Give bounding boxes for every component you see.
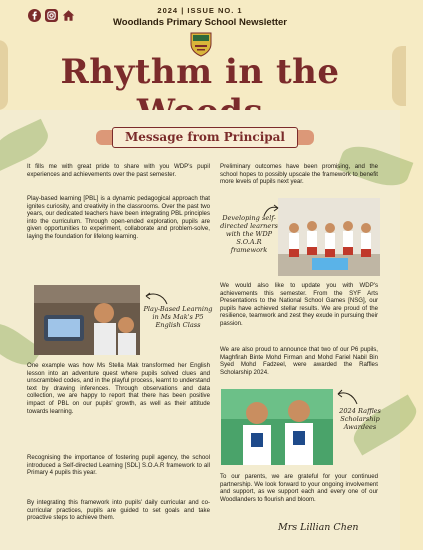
section-title: Message from Principal <box>112 127 298 148</box>
left-paragraph-4: Recognising the importance of fostering pupil agency, the school introduced a Self-directed Learning [SDL] S.O.A.R framework to all Primary 4 pupils this year. <box>27 454 210 477</box>
right-paragraph-4: To our parents, we are grateful for your continued partnership. We look forward to your ongoing involvement and support, as we support each and every one of our Woodlanders to flourish and bloom. <box>220 473 378 503</box>
right-paragraph-3: We are also proud to announce that two of our P6 pupils, Maghfirah Binte Mohd Firman and Mohd Fariel Nabil Bin Syed Mohd Fadzeel, were awarded the Raffles Scholarship 2024. <box>220 346 378 376</box>
principal-signature: Mrs Lillian Chen <box>278 522 359 533</box>
scholarship-awardees-photo <box>221 389 333 465</box>
left-paragraph-1: It fills me with great pride to share with you WDP's pupil experiences and achievements over the past semester. <box>27 163 210 178</box>
soar-group-photo <box>278 198 380 276</box>
pbl-class-photo <box>34 285 140 355</box>
newsletter-header <box>0 0 400 110</box>
arrow-icon <box>143 290 169 306</box>
left-paragraph-3: One example was how Ms Stella Mak transformed her English lesson into an adventure quest where pupils solved clues and unscrambled codes, and in the playful process, learnt to understand text by drawing inferences. Through observations and data collection, we are happy to report that there has been positive impact of PBL on our pupils' growth, as well as their attitude towards learning. <box>27 362 210 415</box>
arrow-icon <box>335 388 361 406</box>
school-name: Woodlands Primary School Newsletter <box>112 17 288 28</box>
right-paragraph-1: Preliminary outcomes have been promising, and the school hopes to possibly upscale the framework to benefit more levels of pupils next year. <box>220 163 378 186</box>
photo-caption-scholarship: 2024 Raffles Scholarship Awardees <box>339 407 381 431</box>
photo-caption-soar: Developing self-directed learners with the WDP S.O.A.R framework <box>220 214 278 254</box>
masthead-title: Rhythm in the <box>60 52 340 92</box>
issue-line: 2024 | ISSUE NO. 1 <box>157 6 243 15</box>
right-paragraph-2: We would also like to update you with WDP's achievements this semester. From the SYF Arts Presentations to the National School Games [NSG], our pupils have achieved stellar results. We are proud of the resilience, teamwork and zest they exude in pursuing their passion. <box>220 282 378 327</box>
left-paragraph-5: By integrating this framework into pupils' daily curricular and co-curricular practices, pupils are guided to set goals and take proactive steps to achieve them. <box>27 499 210 522</box>
photo-caption-pbl: Play-Based Learning in Ms Mak's P5 English Class <box>143 305 213 329</box>
newsletter-body <box>0 110 400 550</box>
arrow-icon <box>262 204 280 218</box>
left-paragraph-2: Play-based learning [PBL] is a dynamic pedagogical approach that ignites curiosity, and creativity in the classrooms. Over the past two years, our dedicated teachers have been integrating PBL principles into the curriculum. Through open-ended exploration, pupils are given opportunities to experiment, collaborate and problem-solve, laying the foundation for lifelong learning. <box>27 195 210 240</box>
